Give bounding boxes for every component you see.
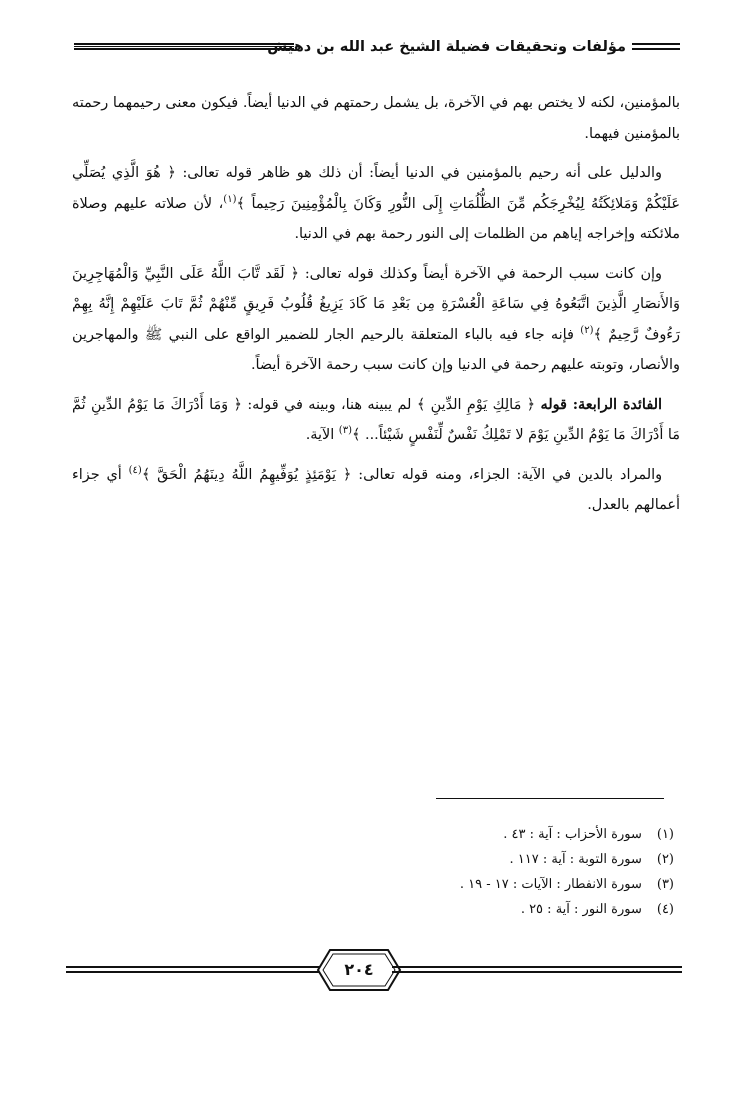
footnote-ref-2: (٢) [580,324,594,336]
paragraph-1-text: بالمؤمنين، لكنه لا يختص بهم في الآخرة، بل يشمل رحمتهم في الدنيا أيضاً. فيكون معنى رحيمهما رحمته بالمؤمنين فيهما. [72,95,680,142]
paragraph-3 [72,259,680,381]
footnote-ref-1: (١) [223,193,237,205]
paragraph-2-intro: والدليل على أنه رحيم بالمؤمنين في الدنيا أيضاً: أن ذلك هو ظاهر قوله تعالى: [182,165,663,181]
footnote-item [274,872,674,897]
paragraph-4-middle: لم يبينه هنا، وبينه في قوله: [247,396,412,413]
main-text [72,88,680,530]
quran-verse-nur: ﴿ يَوْمَئِذٍ يُوَفِّيهِمُ اللَّهُ دِينَهُمُ الْحَقَّ ﴾ [141,466,352,483]
quran-verse-fatiha: ﴿ مَالِكِ يَوْمِ الدِّينِ ﴾ [416,396,536,413]
footer-rule-left [66,966,326,973]
paragraph-2 [72,158,680,250]
footnote-text: سورة التوبة : آية : ١١٧ . [509,852,642,867]
footnote-item [274,822,674,847]
footer-rule-right [392,966,682,973]
paragraph-2-rest: ، لأن صلاته عليهم وصلاة ملائكته وإخراجه إياهم من الظلمات إلى النور رحمة بهم في الدنيا. [72,195,680,242]
header-rule-left [74,43,294,50]
paragraph-5-rest: أي جزاء أعمالهم بالعدل. [72,466,680,513]
footnote-text: سورة الانفطار : الآيات : ١٧ - ١٩ . [459,877,642,892]
footnote-ref-4: (٤) [128,464,142,476]
paragraph-4 [72,390,680,451]
footnote-text: سورة النور : آية : ٢٥ . [520,902,642,917]
footnote-text: سورة الأحزاب : آية : ٤٣ . [503,827,642,842]
page-header [74,32,680,62]
quran-verse-tawbah: ﴿ لَقَد تَّابَ اللَّهُ عَلَى النَّبِيِّ وَالْمُهَاجِرِينَ وَالأَنصَارِ الَّذِينَ اتَّبَعُوهُ فِي سَاعَةِ الْعُسْرَةِ مِن بَعْدِ مَا كَادَ يَزِيغُ قُلُوبُ فَرِيقٍ مِّنْهُمْ ثُمَّ تَابَ عَلَيْهِمْ إِنَّهُ بِهِمْ رَءُوفٌ رَّحِيمٌ ﴾ [72,265,681,343]
paragraph-4-end: الآية. [305,427,335,443]
page-number-badge [316,948,402,992]
footnote-item [274,897,674,922]
footnote-separator [436,798,664,799]
paragraph-3-rest: فإنه جاء فيه بالباء المتعلقة بالرحيم الجار للضمير الواقع على النبي ﷺ والمهاجرين والأنصار، وتوبته عليهم رحمة في الدنيا وإن كانت سبب رحمة الآخرة أيضاً. [72,326,680,373]
header-rule-right [632,43,680,50]
footnote-number: (٣) [656,877,674,892]
paragraph-1 [72,88,680,149]
page-footer [66,948,682,994]
footnote-number: (٢) [656,852,674,867]
paragraph-3-intro: وإن كانت سبب الرحمة في الآخرة أيضاً وكذلك قوله تعالى: [304,265,662,282]
footnote-ref-3: (٣) [338,425,352,437]
running-header-title: مؤلفات وتحقيقات فضيلة الشيخ عبد الله بن دهيش [267,39,626,55]
paragraph-5 [72,460,680,521]
footnote-number: (١) [656,827,674,842]
footnote-number: (٤) [656,902,674,917]
paragraph-4-intro: الفائدة الرابعة: قوله [540,395,662,413]
quran-verse-ahzab: ﴿ هُوَ الَّذِي يُصَلِّي عَلَيْكُمْ وَمَلائِكَتُهُ لِيُخْرِجَكُم مِّنَ الظُّلُمَاتِ إِلَى النُّورِ وَكَانَ بِالْمُؤْمِنِينَ رَحِيماً ﴾ [72,165,680,212]
footnotes [274,822,674,922]
quran-verse-infitar: ﴿ وَمَا أَدْرَاكَ مَا يَوْمُ الدِّينِ ثُمَّ مَا أَدْرَاكَ مَا يَوْمُ الدِّينِ يَوْمَ لا تَمْلِكُ نَفْسٌ لِّنَفْسٍ شَيْئاً... ﴾ [72,396,680,443]
page-number: ٢٠٤ [344,960,374,979]
paragraph-5-intro: والمراد بالدين في الآية: الجزاء، ومنه قوله تعالى: [358,466,663,483]
footnote-item [274,847,674,872]
